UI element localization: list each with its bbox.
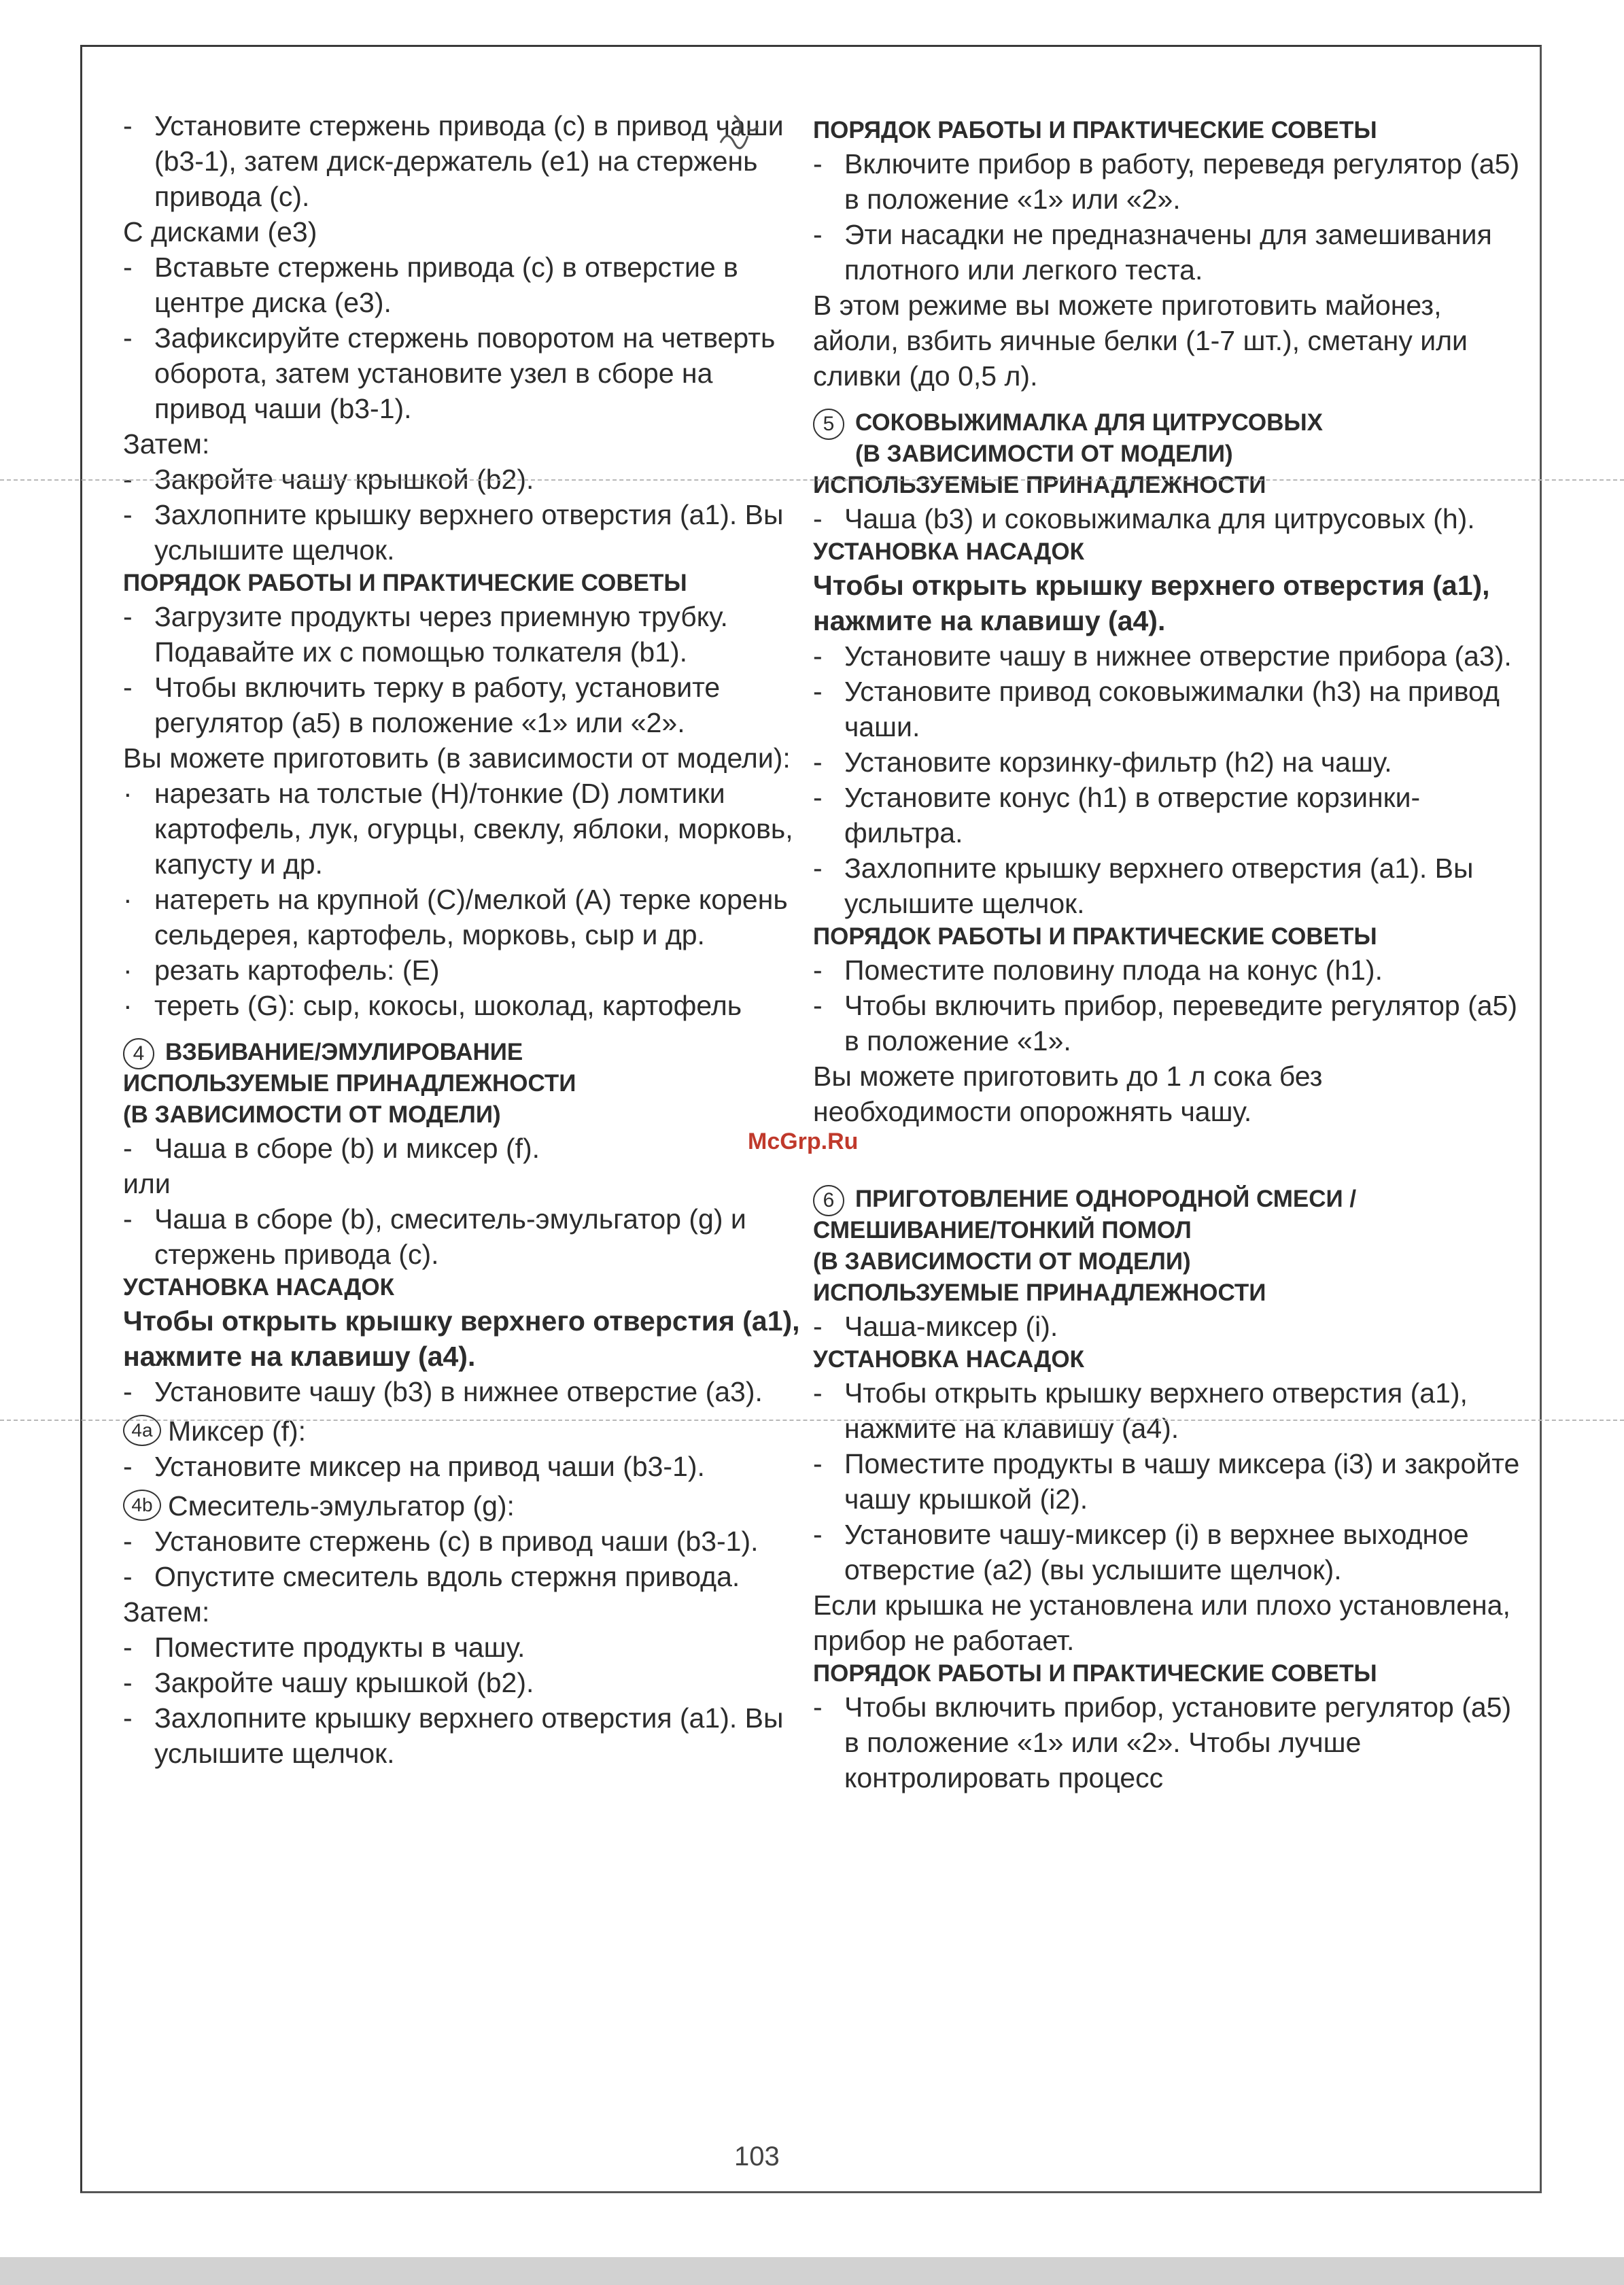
section-number-badge: 4b [123,1490,161,1521]
list-item: - Чаша (b3) и соковыжималка для цитрусовых (h). [813,503,1475,534]
item-text: Опустите смеситель вдоль стержня привода. [154,1561,740,1592]
section-title: СОКОВЫЖИМАЛКА ДЛЯ ЦИТРУСОВЫХ [855,409,1323,436]
item-text: тереть (G): сыр, кокосы, шоколад, картофель [154,990,742,1021]
list-item: - Закройте чашу крышкой (b2). [123,464,534,495]
item-text: Установите стержень привода (c) в привод чаши (b3-1), затем диск-держатель (e1) на стержень привода (c). [154,110,784,212]
item-text: Чтобы открыть крышку верхнего отверстия (a1), нажмите на клавишу (a4). [844,1377,1468,1444]
item-text: Захлопните крышку верхнего отверстия (a1). Вы услышите щелчок. [154,1702,784,1769]
item-text: нарезать на толстые (H)/тонкие (D) ломтики картофель, лук, огурцы, свеклу, яблоки, морковь, капусту и др. [154,778,793,880]
list-item: - Поместите продукты в чашу миксера (i3) и закройте чашу крышкой (i2). [813,1448,1520,1515]
item-text: Захлопните крышку верхнего отверстия (a1). Вы услышите щелчок. [844,853,1474,919]
item-text: Зафиксируйте стержень поворотом на четверть оборота, затем установите узел в сборе на привод чаши (b3-1). [154,322,776,424]
section-title-line-2: СМЕШИВАНИЕ/ТОНКИЙ ПОМОЛ [813,1217,1192,1243]
open-lid-instruction: Чтобы открыть крышку верхнего отверстия (a1), нажмите на клавишу (a4). [123,1305,800,1372]
work-heading: ПОРЯДОК РАБОТЫ И ПРАКТИЧЕСКИЕ СОВЕТЫ [813,1660,1377,1687]
or-label: или [123,1168,171,1199]
page-number: 103 [734,2142,780,2171]
accessories-heading: ИСПОЛЬЗУЕМЫЕ ПРИНАДЛЕЖНОСТИ [813,472,1266,498]
section-4-header [123,1037,803,1068]
list-item: - Установите стержень (c) в привод чаши (b3-1). [123,1526,759,1557]
list-item: - Установите чашу в нижнее отверстие прибора (a3). [813,640,1512,672]
list-item: - Захлопните крышку верхнего отверстия (a1). Вы услышите щелчок. [123,499,784,566]
right-column [813,115,1520,1796]
work-heading: ПОРЯДОК РАБОТЫ И ПРАКТИЧЕСКИЕ СОВЕТЫ [813,117,1377,143]
item-text: резать картофель: (E) [154,955,440,986]
list-item: - Захлопните крышку верхнего отверстия (a1). Вы услышите щелчок. [813,853,1474,919]
juice-text: Вы можете приготовить до 1 л сока без необходимости опорожнять чашу. [813,1061,1323,1127]
item-text: Чаша (b3) и соковыжималка для цитрусовых (h). [844,503,1475,534]
item-text: Захлопните крышку верхнего отверстия (a1). Вы услышите щелчок. [154,499,784,566]
list-item: - Опустите смеситель вдоль стержня привода. [123,1561,740,1592]
section-title-note: (В ЗАВИСИМОСТИ ОТ МОДЕЛИ) [813,1248,1191,1275]
list-item: - Чтобы открыть крышку верхнего отверстия (a1), нажмите на клавишу (a4). [813,1377,1468,1444]
item-text: Установите корзинку-фильтр (h2) на чашу. [844,746,1392,778]
list-item: - Чтобы включить терку в работу, установите регулятор (a5) в положение «1» или «2». [123,672,721,738]
open-lid-instruction: Чтобы открыть крышку верхнего отверстия (a1), нажмите на клавишу (a4). [813,570,1490,636]
item-text: Вставьте стержень привода (c) в отверстие в центре диска (e3). [154,252,738,318]
section-4a-header [123,1413,803,1449]
list-item: - Чтобы включить прибор, установите регулятор (a5) в положение «1» или «2». Чтобы лучше контролировать процесс [813,1691,1512,1793]
discs-label: С дисками (e3) [123,216,317,247]
list-item: - Установите привод соковыжималки (h3) на привод чаши. [813,676,1500,742]
list-item: - Установите чашу-миксер (i) в верхнее выходное отверстие (a2) (вы услышите щелчок). [813,1519,1469,1585]
item-text: Установите чашу (b3) в нижнее отверстие (a3). [154,1376,763,1407]
section-title: ПРИГОТОВЛЕНИЕ ОДНОРОДНОЙ СМЕСИ / [855,1186,1357,1212]
item-text: Загрузите продукты через приемную трубку. Подавайте их с помощью толкателя (b1). [154,601,728,668]
subsection-title: Смеситель-эмульгатор (g): [168,1490,515,1522]
section-number-badge: 4 [123,1038,154,1069]
section-number-badge: 4a [123,1415,161,1446]
list-item: - Эти насадки не предназначены для замешивания плотного или легкого теста. [813,219,1492,286]
item-text: Эти насадки не предназначены для замешивания плотного или легкого теста. [844,219,1492,286]
bullet-item: · натереть на крупной (C)/мелкой (A) терке корень сельдерея, картофель, морковь, сыр и др. [123,884,788,950]
work-heading: ПОРЯДОК РАБОТЫ И ПРАКТИЧЕСКИЕ СОВЕТЫ [813,923,1377,950]
handwritten-mark-icon [714,102,768,163]
item-text: Чаша в сборе (b) и миксер (f). [154,1133,540,1164]
list-item: - Установите стержень привода (c) в привод чаши (b3-1), затем диск-держатель (e1) на стержень привода (c). [123,110,784,212]
fold-line [0,479,1624,481]
list-item: - Загрузите продукты через приемную трубку. Подавайте их с помощью толкателя (b1). [123,601,728,668]
watermark: McGrp.Ru [748,1129,859,1154]
list-item: - Установите чашу (b3) в нижнее отверстие (a3). [123,1376,763,1407]
list-item: - Поместите продукты в чашу. [123,1632,525,1663]
section-number-badge: 5 [813,409,844,440]
section-6-header [813,1184,1520,1215]
item-text: Поместите продукты в чашу миксера (i3) и закройте чашу крышкой (i2). [844,1448,1520,1515]
bullet-item: · нарезать на толстые (H)/тонкие (D) ломтики картофель, лук, огурцы, свеклу, яблоки, морковь, капусту и др. [123,778,793,880]
list-item: - Поместите половину плода на конус (h1). [813,955,1383,986]
list-item: - Зафиксируйте стержень поворотом на четверть оборота, затем установите узел в сборе на привод чаши (b3-1). [123,322,776,424]
list-item: - Установите конус (h1) в отверстие корзинки-фильтра. [813,782,1421,848]
item-text: Поместите продукты в чашу. [154,1632,525,1663]
list-item: - Включите прибор в работу, переведя регулятор (a5) в положение «1» или «2». [813,148,1520,215]
list-item: - Чаша в сборе (b), смеситель-эмульгатор (g) и стержень привода (c). [123,1203,746,1270]
warning-text: Если крышка не установлена или плохо установлена, прибор не работает. [813,1590,1510,1656]
section-title: ВЗБИВАНИЕ/ЭМУЛИРОВАНИЕ [165,1039,523,1065]
item-text: Чтобы включить терку в работу, установите регулятор (a5) в положение «1» или «2». [154,672,721,738]
item-text: Установите привод соковыжималки (h3) на привод чаши. [844,676,1500,742]
section-5-header [813,407,1520,470]
list-item: - Захлопните крышку верхнего отверстия (a1). Вы услышите щелчок. [123,1702,784,1769]
can-make-text: Вы можете приготовить (в зависимости от модели): [123,742,791,774]
item-text: Установите конус (h1) в отверстие корзинки-фильтра. [844,782,1421,848]
item-text: Чаша в сборе (b), смеситель-эмульгатор (g) и стержень привода (c). [154,1203,746,1270]
item-text: Включите прибор в работу, переведя регулятор (a5) в положение «1» или «2». [844,148,1520,215]
list-item: - Вставьте стержень привода (c) в отверстие в центре диска (e3). [123,252,738,318]
install-heading: УСТАНОВКА НАСАДОК [813,1346,1084,1373]
install-heading: УСТАНОВКА НАСАДОК [123,1274,394,1301]
accessories-heading-note: (В ЗАВИСИМОСТИ ОТ МОДЕЛИ) [123,1101,501,1128]
bullet-item: · резать картофель: (E) [123,955,440,986]
item-text: Установите миксер на привод чаши (b3-1). [154,1451,705,1482]
fold-line [0,1420,1624,1421]
subsection-title: Миксер (f): [168,1415,307,1447]
item-text: Установите стержень (c) в привод чаши (b3-1). [154,1526,759,1557]
list-item: - Чаша в сборе (b) и миксер (f). [123,1133,540,1164]
list-item: - Чтобы включить прибор, переведите регулятор (a5) в положение «1». [813,990,1517,1056]
page-frame [80,45,1542,2193]
section-4b-header [123,1488,803,1524]
item-text: Установите чашу в нижнее отверстие прибора (a3). [844,640,1512,672]
bullet-item: · тереть (G): сыр, кокосы, шоколад, картофель [123,990,742,1021]
accessories-heading: ИСПОЛЬЗУЕМЫЕ ПРИНАДЛЕЖНОСТИ [123,1070,576,1097]
accessories-heading: ИСПОЛЬЗУЕМЫЕ ПРИНАДЛЕЖНОСТИ [813,1279,1266,1306]
item-text: Установите чашу-миксер (i) в верхнее выходное отверстие (a2) (вы услышите щелчок). [844,1519,1469,1585]
then-label: Затем: [123,428,210,460]
item-text: Закройте чашу крышкой (b2). [154,1667,534,1698]
item-text: Чаша-миксер (i). [844,1311,1058,1342]
item-text: Закройте чашу крышкой (b2). [154,464,534,495]
scan-bottom-band [0,2257,1624,2285]
install-heading: УСТАНОВКА НАСАДОК [813,538,1084,565]
item-text: натереть на крупной (C)/мелкой (A) терке корень сельдерея, картофель, морковь, сыр и др. [154,884,788,950]
then-label: Затем: [123,1596,210,1628]
list-item: - Установите миксер на привод чаши (b3-1). [123,1451,705,1482]
mode-text: В этом режиме вы можете приготовить майонез, айоли, взбить яичные белки (1-7 шт.), сметану или сливки (до 0,5 л). [813,290,1468,392]
item-text: Чтобы включить прибор, установите регулятор (a5) в положение «1» или «2». Чтобы лучше контролировать процесс [844,1691,1512,1793]
section-title-note: (В ЗАВИСИМОСТИ ОТ МОДЕЛИ) [855,441,1233,467]
list-item: - Закройте чашу крышкой (b2). [123,1667,534,1698]
item-text: Чтобы включить прибор, переведите регулятор (a5) в положение «1». [844,990,1517,1056]
list-item: - Установите корзинку-фильтр (h2) на чашу. [813,746,1392,778]
item-text: Поместите половину плода на конус (h1). [844,955,1383,986]
section-number-badge: 6 [813,1185,844,1216]
left-column [123,108,803,1771]
list-item: - Чаша-миксер (i). [813,1311,1058,1342]
work-heading: ПОРЯДОК РАБОТЫ И ПРАКТИЧЕСКИЕ СОВЕТЫ [123,570,687,596]
